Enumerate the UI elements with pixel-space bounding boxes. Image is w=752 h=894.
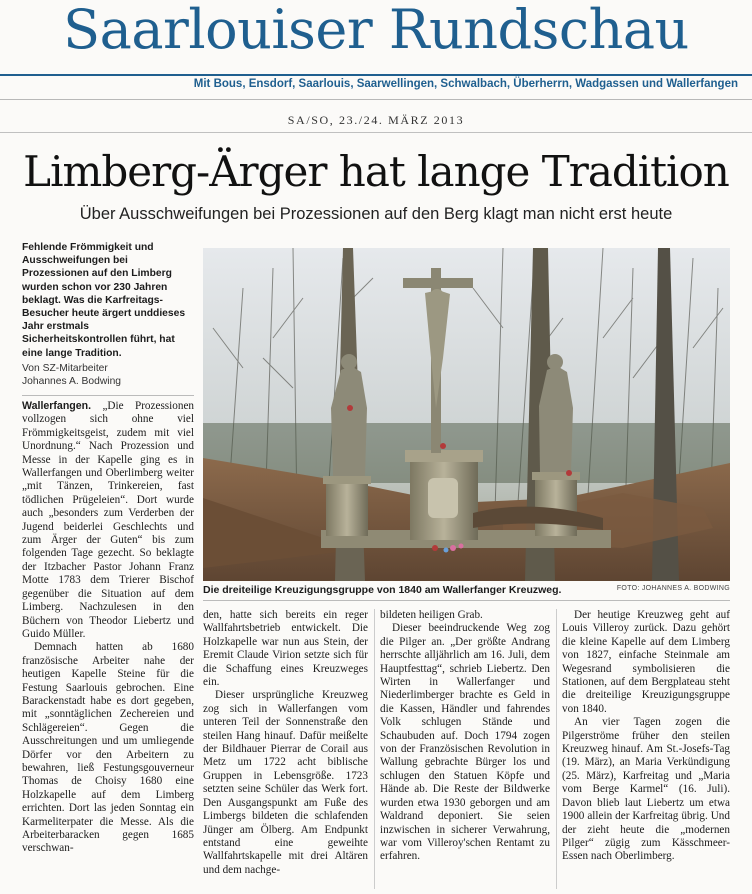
text-column-2 [203, 609, 368, 889]
newspaper-name: Saarlouiser Rundschau [63, 0, 689, 61]
text-column-1 [22, 400, 194, 890]
paragraph: Demnach hatten ab 1680 französische Arbeiter nahe der heutigen Kapelle Steine für die Festung Saarlouis gebrochen. Eine Barackenstadt habe es dort gegeben, mit „sonntäglichen Zechereien und Schlägereien“. Gegen die Ausschreitungen und um umliegende Dörfer vor den Arbeitern zu bewahren, ließ Festungsgouverneur Thomas de Choisy 1680 eine Holzkapelle auf dem Limberg errichten. Dort las jeden Sonntag ein Karmeliterpater die Messe. Als die Arbeiterbaracken gegen 1685 verschwan- [22, 641, 194, 855]
column-divider [374, 609, 375, 889]
article-lead: Fehlende Frömmigkeit und Ausschweifungen bei Prozessionen auf den Limberg wurden schon vor 230 Jahren beklagt. Was die Karfreitags-Besucher heute ärgert unddieses Jahr erstmals Sicherheitskontrollen führt, hat eine lange Tradition. [22, 242, 186, 359]
paragraph: den, hatte sich bereits ein reger Wallfahrtsbetrieb entwickelt. Die Holzkapelle war nun aus Stein, der Eremit Claude Virion setzte sich für die Schaffung eines Kreuzweges ein. [203, 609, 368, 689]
paragraph: Dieser ursprüngliche Kreuzweg zog sich in Wallerfangen vom unteren Teil der Sonnenstraße den steilen Hang hinauf. Dafür meißelte der Bildhauer Pierrar de Corail aus Metz um 1722 acht biblische Gruppen in Lebensgröße. 1723 setzten seine Schüler das Werk fort. Den Ausgangspunkt am Fuße des Limbergs bildeten die schlafenden Jünger am Ölberg. Am Endpunkt entstand eine geweihte Wallfahrtskapelle mit drei Altären und dem nachge- [203, 689, 368, 876]
paragraph: bildeten heiligen Grab. [380, 609, 483, 621]
paragraph: Dieser beeindruckende Weg zog die Pilger an. „Der größte Andrang herrschte alljährlich am 16. Juli, dem Hauptfesttag“, schrieb Liebertz. Den Wirten in Wallerfanger und Niederlimberger brachte es Geld in die Kassen, Händler und fahrendes Volk schlugen Stände und Schaubuden auf. Doch 1794 zogen von der Französischen Revolution in Wallung gebrachte Bürger los und schlugen den Statuen Köpfe und Hände ab. Die Reste der Bildwerke wurden etwa 1930 geborgen und am Waldrand deponiert. Sie seien inzwischen in sicherer Verwahrung, war vom Villeroy'schen Rentamt zu erfahren. [380, 622, 550, 863]
regional-towns: Mit Bous, Ensdorf, Saarlouis, Saarwellingen, Schwalbach, Überherrn, Wadgassen und Wallerfangen [193, 78, 738, 90]
masthead [0, 0, 752, 62]
article-subhead: Über Ausschweifungen bei Prozessionen auf den Berg klagt man nicht erst heute [79, 205, 673, 223]
column-divider [556, 609, 557, 889]
photo-caption: Die dreiteilige Kreuzigungsgruppe von 1840 am Wallerfanger Kreuzweg. FOTO: JOHANNES A. BODWING [203, 584, 730, 596]
byline-rule [22, 395, 194, 396]
place-dateline: Wallerfangen. [22, 400, 92, 412]
photo-credit: FOTO: JOHANNES A. BODWING [616, 585, 730, 592]
paragraph: An vier Tagen zogen die Pilgerströme früher den steilen Kreuzweg hinauf. Am St.-Josefs-Tag (19. März), an Maria Verkündigung (25. März), Karfreitag und „Maria vom Berge Karmel“ (16. Juli). Davon blieb laut Liebertz um etwa 1900 allein der Karfreitag übrig. Und der zieht heute die „modernen Pilger“ zügig zum Kässchmeer-Essen nach Oberlimberg. [562, 716, 730, 863]
paragraph: Wallerfangen. „Die Prozessionen vollzogen sich ohne viel Frömmigkeitsgeist, zudem mit viel Unordnung.“ Nach Prozession und Messe in der Kapelle ging es in Wallerfangen und Oberlimberg weiter „mit Tänzen, Trinkereien, fast tödlichen Prügeleien“. Dort wurde auch „besonders zum Verderben der Jugend beiderlei Geschlechts und zum Ärger der Guten“ bis zum folgenden Tage gezecht. So beklagte der Itzbacher Pastor Johann Franz Motte 1783 dem Trierer Bischof gegenüber die Situation auf dem Limberg. Nachzulesen in den Büchern von Theodor Liebertz und Guido Müller. [22, 400, 194, 640]
article-headline: Limberg-Ärger hat lange Tradition [23, 147, 729, 196]
byline-author: Johannes A. Bodwing [22, 376, 122, 387]
article-photo [203, 248, 730, 581]
byline [22, 362, 194, 388]
byline-role: Von SZ-Mitarbeiter [22, 363, 108, 374]
caption-rule [203, 600, 730, 601]
masthead-rule [0, 74, 752, 76]
towns-rule [0, 99, 752, 100]
text-column-3 [380, 609, 550, 889]
dateline-rule [0, 132, 752, 133]
text-column-4 [562, 609, 730, 889]
dateline: SA/SO, 23./24. MÄRZ 2013 [287, 113, 465, 127]
paragraph: Der heutige Kreuzweg geht auf Louis Villeroy zurück. Dazu gehört die kleine Kapelle auf dem Limberg von 1827, einfache Steinmale am Wegesrand symbolisieren die Stationen, auf dem Bergplateau steht die dreiteilige Kreuzigungsgruppe von 1840. [562, 609, 730, 715]
